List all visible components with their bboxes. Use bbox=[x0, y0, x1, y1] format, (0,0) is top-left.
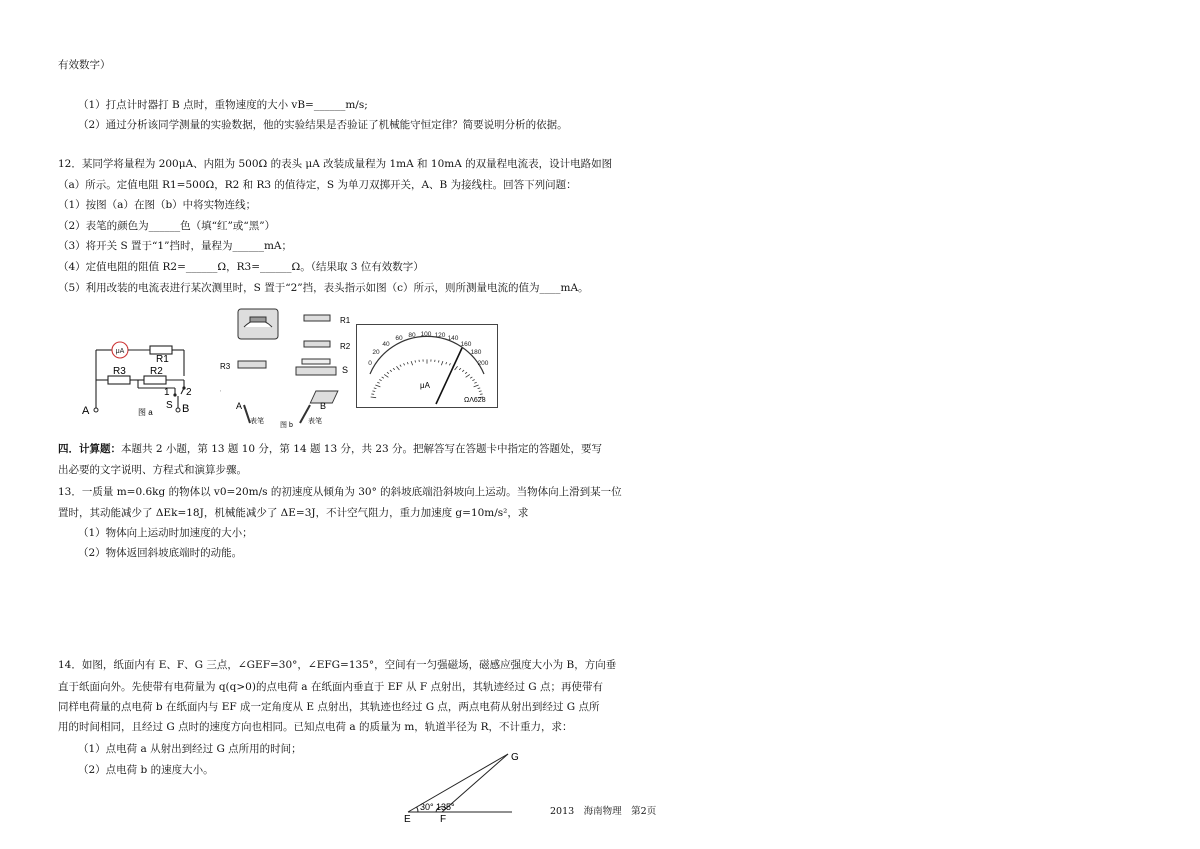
probe-label: 表笔 bbox=[250, 418, 264, 425]
text-line: （2）物体返回斜坡底端时的动能。 bbox=[78, 547, 243, 559]
text-line: 直于纸面向外。先使带有电荷量为 q(q>0)的点电荷 a 在纸面内垂直于 EF 从 F 点射出，其轨迹经过 G 点；再使带有 bbox=[58, 681, 604, 693]
tick-label: 100 bbox=[420, 331, 432, 338]
circuit-figure-a bbox=[78, 338, 198, 420]
r1-label: R1 bbox=[340, 316, 351, 325]
probe-label: 表笔 bbox=[308, 418, 322, 425]
terminal-a-label: A bbox=[82, 405, 90, 417]
text-line: （2）通过分析该同学测量的实验数据，他的实验结果是否验证了机械能守恒定律？简要说明分析的依据。 bbox=[78, 119, 568, 131]
text-line: 用的时间相同，且经过 G 点时的速度方向也相同。已知点电荷 a 的质量为 m，轨道半径为 R，不计重力，求： bbox=[58, 721, 573, 733]
terminal-a-label: A bbox=[236, 401, 243, 411]
question-14: 14．如图，纸面内有 E、F、G 三点，∠GEF=30°，∠EFG=135°，空间有一匀强磁场，磁感应强度大小为 B，方向垂 bbox=[58, 659, 617, 671]
text-line: 有效数字） bbox=[58, 59, 111, 71]
section-4-text: 本题共 2 小题，第 13 题 10 分，第 14 题 13 分，共 23 分。把解答写在答题卡中指定的答题处，要写 bbox=[121, 443, 603, 455]
text-line: （1）按图（a）在图（b）中将实物连线； bbox=[58, 199, 257, 211]
section-4-title: 四．计算题： bbox=[58, 443, 121, 455]
tick-label: 180 bbox=[470, 349, 482, 356]
contact-1-label: 1 bbox=[164, 387, 170, 398]
text-line: （1）物体向上运动时加速度的大小； bbox=[78, 527, 253, 539]
switch-s-label: S bbox=[166, 400, 173, 411]
point-g-label: G bbox=[511, 752, 519, 763]
text-line: （a）所示。定值电阻 R1=500Ω，R2 和 R3 的值待定，S 为单刀双掷开关，A、B 为接线柱。回答下列问题： bbox=[58, 179, 577, 191]
contact-2-label: 2 bbox=[186, 387, 192, 398]
text-line: （2）表笔的颜色为______色（填“红”或“黑”） bbox=[58, 220, 276, 232]
r3-label: R3 bbox=[113, 366, 126, 377]
unit-label: μA bbox=[420, 381, 430, 390]
page-footer: 2013 海南物理 第2页 bbox=[550, 806, 657, 817]
question-13: 13．一质量 m=0.6kg 的物体以 v0=20m/s 的初速度从倾角为 30° 的斜坡底端沿斜坡向上运动。当物体向上滑到某一位 bbox=[58, 486, 622, 498]
r1-label: R1 bbox=[156, 354, 169, 365]
tick-label: 20 bbox=[372, 349, 380, 356]
dial-tick bbox=[438, 360, 439, 362]
text-line: 置时，其动能减少了 ΔEk=18J，机械能减少了 ΔE=3J，不计空气阻力，重力加速度 g=10m/s²，求 bbox=[58, 507, 529, 519]
text-line: （4）定值电阻的阻值 R2=______Ω，R3=______Ω。（结果取 3 位有效数字） bbox=[58, 261, 424, 273]
r2-label: R2 bbox=[340, 342, 351, 351]
switch-s-label: S bbox=[342, 365, 349, 375]
text-line: 同样电荷量的点电荷 b 在纸面内与 EF 成一定角度从 E 点射出，其轨迹也经过 G 点，两点电荷从射出到经过 G 点所 bbox=[58, 701, 600, 713]
components-figure-b bbox=[220, 305, 355, 430]
tick-label: 80 bbox=[408, 332, 416, 339]
tick-label: 0 bbox=[368, 360, 372, 367]
figure-b-caption: 图 b bbox=[280, 422, 293, 429]
text-line: 出必要的文字说明、方程式和演算步骤。 bbox=[58, 464, 247, 476]
text-line: （3）将开关 S 置于“1”挡时，量程为______mA； bbox=[58, 240, 293, 252]
meter-code: ΩΛ628 bbox=[464, 397, 486, 404]
triangle-figure-14 bbox=[396, 748, 526, 824]
figure-a-caption: 图 a bbox=[138, 408, 153, 417]
angle-gef-label: 30° bbox=[420, 802, 434, 812]
tick-label: 160 bbox=[460, 341, 472, 348]
section-4-heading bbox=[58, 442, 602, 456]
angle-efg-label: 135° bbox=[436, 802, 455, 812]
tick-label: 40 bbox=[382, 341, 390, 348]
question-12: 12．某同学将量程为 200μA、内阻为 500Ω 的表头 μA 改装成量程为 1mA 和 10mA 的双量程电流表，设计电路如图 bbox=[58, 158, 613, 170]
r2-label: R2 bbox=[150, 366, 163, 377]
terminal-b-label: B bbox=[182, 403, 190, 415]
tick-label: 120 bbox=[434, 332, 446, 339]
meter-dial-figure-c bbox=[356, 324, 498, 408]
text-line: （1）打点计时器打 B 点时，重物速度的大小 vB=______m/s; bbox=[78, 99, 368, 111]
tick-label: 140 bbox=[447, 335, 459, 342]
microammeter-label: μA bbox=[115, 348, 125, 355]
tick-label: 200 bbox=[477, 360, 489, 367]
point-e-label: E bbox=[404, 814, 411, 824]
point-f-label: F bbox=[440, 814, 447, 824]
text-line: （2）点电荷 b 的速度大小。 bbox=[78, 764, 214, 776]
text-line: （5）利用改装的电流表进行某次测里时，S 置于“2”挡，表头指示如图（c）所示，则所测量电流的值为____mA。 bbox=[58, 282, 589, 294]
terminal-b-label: B bbox=[320, 401, 327, 411]
tick-label: 60 bbox=[395, 335, 403, 342]
r3-label: R3 bbox=[220, 362, 231, 371]
text-line: （1）点电荷 a 从射出到经过 G 点所用的时间； bbox=[78, 743, 302, 755]
dial-tick bbox=[415, 360, 416, 362]
